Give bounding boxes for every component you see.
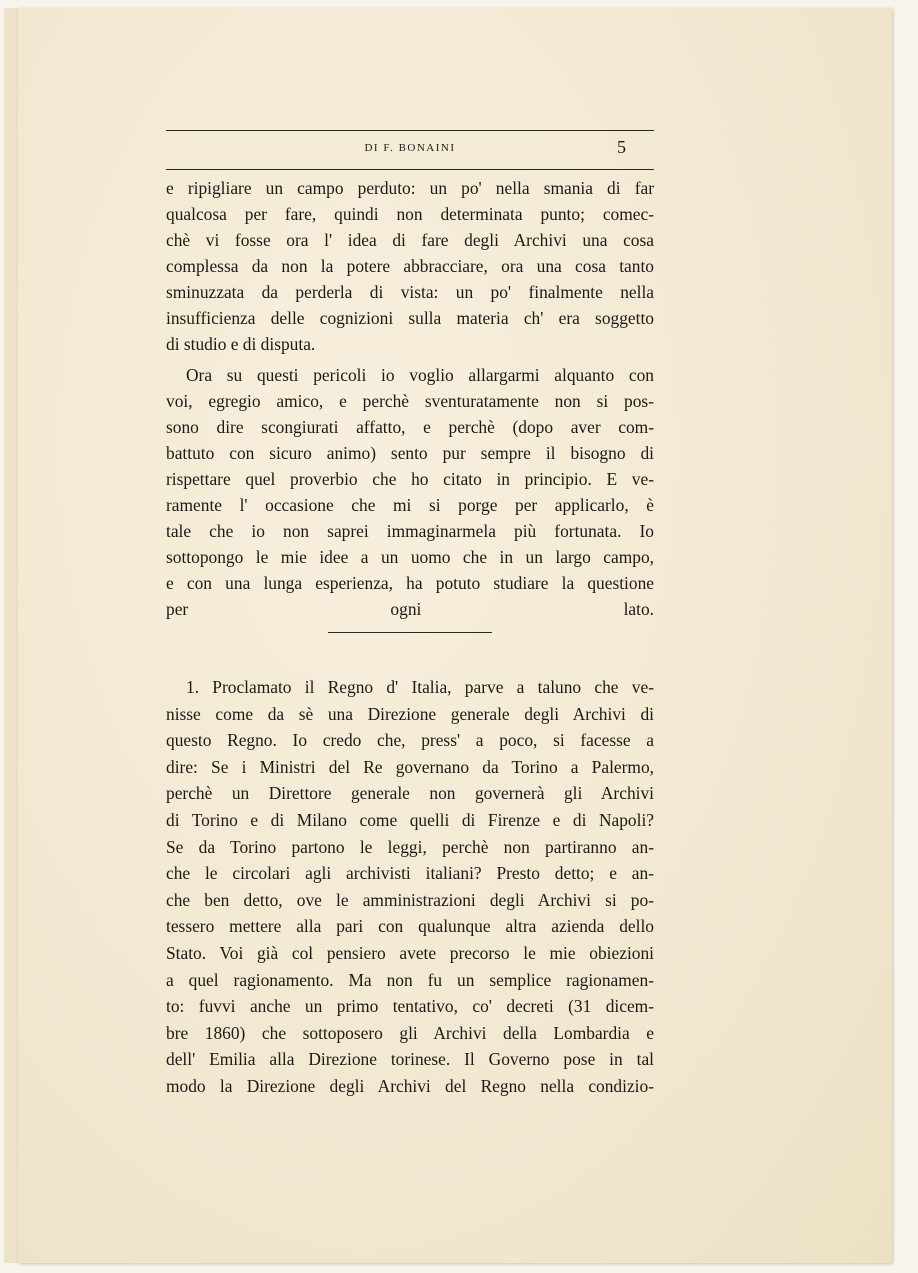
text-line: battuto con sicuro animo) sento pur sempre il bisogno di <box>166 443 654 463</box>
text-line: voi, egregio amico, e perchè sventuratamente non si pos- <box>166 391 654 411</box>
section-divider <box>328 632 492 633</box>
text-line: rispettare quel proverbio che ho citato in principio. E ve- <box>166 469 654 489</box>
text-line <box>166 622 654 648</box>
text-line: a quel ragionamento. Ma non fu un semplice ragionamen- <box>166 969 654 990</box>
text-line: tessero mettere alla pari con qualunque altra azienda dello <box>166 916 654 937</box>
text-line: sono dire scongiurati affatto, e perchè (dopo aver com- <box>166 417 654 437</box>
text-line: questo Regno. Io credo che, press' a poco, si facesse a <box>166 730 654 751</box>
text-line: che ben detto, ove le amministrazioni degli Archivi si po- <box>166 889 654 910</box>
text-line: bre 1860) che sottoposero gli Archivi della Lombardia e <box>166 1022 654 1043</box>
text-line: Ora su questi pericoli io voglio allargarmi alquanto con <box>186 365 654 385</box>
page-header <box>166 130 654 170</box>
text-line: nisse come da sè una Direzione generale degli Archivi di <box>166 703 654 724</box>
text-line: sottopongo le mie idee a un uomo che in un largo campo, <box>166 547 654 567</box>
text-line: ramente l' occasione che mi si porge per applicarlo, è <box>166 495 654 515</box>
text-line: tale che io non saprei immaginarmela più fortunata. Io <box>166 521 654 541</box>
text-line: che le circolari agli archivisti italiani? Presto detto; e an- <box>166 863 654 884</box>
text-line: Stato. Voi già col pensiero avete precorso le mie obiezioni <box>166 943 654 963</box>
text-line: Se da Torino partono le leggi, perchè non partiranno an- <box>166 836 654 857</box>
text-line: insufficienza delle cognizioni sulla materia ch' era soggetto <box>166 308 654 328</box>
text-line: di studio e di disputa. <box>166 334 316 354</box>
text-line: to: fuvvi anche un primo tentativo, co' decreti (31 dicem- <box>166 996 654 1017</box>
text-line: qualcosa per fare, quindi non determinata punto; comec- <box>166 204 654 224</box>
text-line: di Torino e di Milano come quelli di Firenze e di Napoli? <box>166 810 654 830</box>
text-line: 1. Proclamato il Regno d' Italia, parve a taluno che ve- <box>186 677 654 697</box>
text-line: dire: Se i Ministri del Re governano da Torino a Palermo, <box>166 756 654 777</box>
text-line: e con una lunga esperienza, ha potuto studiare la questione <box>166 573 654 593</box>
text-line: sminuzzata da perderla di vista: un po' finalmente nella <box>166 282 654 302</box>
text-line: dell' Emilia alla Direzione torinese. Il Governo pose in tal <box>166 1049 654 1070</box>
text-line: complessa da non la potere abbracciare, ora una cosa tanto <box>166 256 654 276</box>
text-line: per ogni lato. <box>166 599 654 619</box>
text-line: e ripigliare un campo perduto: un po' nella smania di far <box>166 178 654 198</box>
running-head: DI F. BONAINI <box>364 142 456 154</box>
text-line: modo la Direzione degli Archivi del Regno nella condizio- <box>166 1076 654 1096</box>
text-line: perchè un Direttore generale non governerà gli Archivi <box>166 783 654 804</box>
page-number: 5 <box>617 137 626 157</box>
text-line: chè vi fosse ora l' idea di fare degli Archivi una cosa <box>166 230 654 250</box>
